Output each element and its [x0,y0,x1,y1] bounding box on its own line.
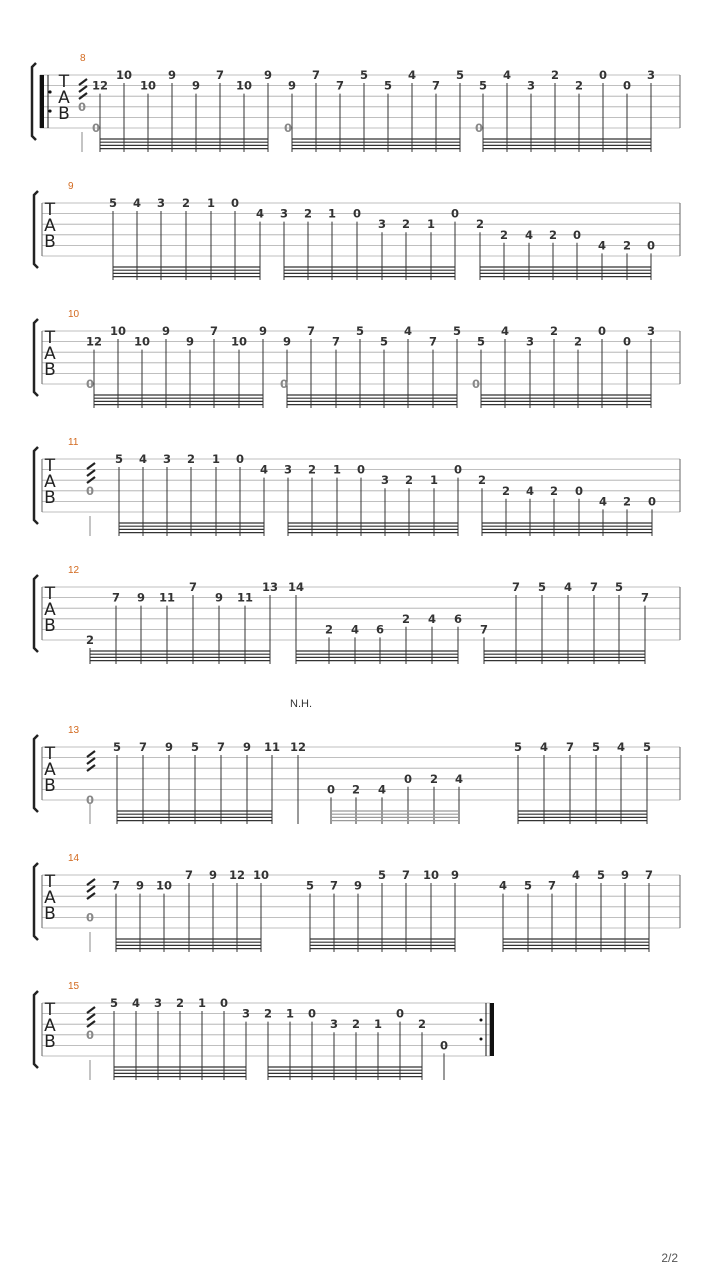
system-bracket [34,991,38,1068]
fret-number: 3 [162,452,172,466]
fret-number: 9 [242,740,252,754]
fret-number: 7 [335,78,345,93]
fret-number: 7 [401,868,411,882]
fret-number: 2 [401,611,411,626]
fret-number: 1 [197,996,207,1010]
fret-number: 4 [525,483,535,498]
bass-open-fret: 0 [471,377,481,391]
fret-number: 5 [523,878,533,893]
fret-number: 7 [644,868,654,882]
tremolo-slash [87,1007,95,1013]
system-bracket [34,735,38,812]
tremolo-slash [87,758,95,764]
measure-number: 10 [68,309,80,320]
fret-number: 0 [219,996,229,1010]
fret-number: 11 [263,740,281,754]
fret-number: 1 [426,217,436,232]
fret-number: 2 [307,462,317,477]
fret-number: 3 [377,217,387,232]
fret-number: 2 [622,238,632,253]
tab-clef-letter: B [44,904,56,924]
fret-number: 7 [111,590,121,605]
fret-number: 4 [539,740,549,754]
fret-number: 1 [211,452,221,466]
tab-system-8 [32,53,680,152]
measure-number: 9 [68,181,74,192]
tab-clef-letter: B [44,488,56,508]
fret-number: 14 [287,580,305,594]
fret-number: 1 [327,206,337,221]
tab-clef-letter: B [44,360,56,380]
tab-clef-letter: T [44,200,56,220]
fret-number: 6 [453,611,463,626]
fret-number: 0 [450,206,460,221]
tab-system-12 [34,565,680,664]
fret-number: 9 [136,590,146,605]
fret-number: 2 [351,782,361,797]
tab-system-9 [34,181,680,280]
fret-number: 9 [263,68,273,82]
fret-number: 9 [208,868,218,882]
fret-number: 5 [513,740,523,754]
fret-number: 7 [511,580,521,594]
fret-number: 0 [352,206,362,221]
fret-number: 5 [614,580,624,594]
fret-number: 2 [501,483,511,498]
fret-number: 10 [133,334,151,349]
fret-number: 7 [188,580,198,594]
measure-number: 12 [68,565,80,576]
measure-number: 8 [80,53,86,64]
tab-systems [32,53,680,1080]
tab-clef-letter: B [44,1032,56,1052]
fret-number: 9 [164,740,174,754]
tremolo-slash [79,86,87,92]
fret-number: 2 [549,483,559,498]
fret-number: 1 [206,196,216,210]
fret-number: 0 [307,1006,317,1021]
fret-number: 7 [331,334,341,349]
system-bracket [34,319,38,396]
fret-number: 9 [258,324,268,338]
fret-number: 13 [261,580,279,594]
fret-number: 0 [395,1006,405,1021]
tab-clef-letter: B [44,776,56,796]
fret-number: 9 [161,324,171,338]
tab-clef-letter: B [58,104,70,124]
fret-number: 11 [158,590,176,605]
fret-number: 4 [571,868,581,882]
measure-number: 14 [68,853,80,864]
fret-number: 2 [186,452,196,466]
fret-number: 10 [230,334,248,349]
open-string-fret: 0 [85,793,95,807]
fret-number: 0 [453,462,463,477]
fret-number: 10 [252,868,270,882]
tab-system-10 [34,309,680,408]
tab-clef-letter: A [58,88,70,108]
fret-number: 0 [647,494,657,509]
fret-number: 10 [422,868,440,882]
fret-number: 5 [305,878,315,893]
fret-number: 5 [642,740,652,754]
tab-clef-letter: A [44,600,56,620]
fret-number: 2 [549,324,559,338]
system-bracket [34,447,38,524]
measure-number: 15 [68,981,80,992]
tremolo-slash [87,1014,95,1020]
tab-clef-letter: A [44,344,56,364]
fret-number: 4 [597,238,607,253]
fret-number: 7 [547,878,557,893]
fret-number: 5 [379,334,389,349]
bass-open-fret: 0 [85,377,95,391]
fret-number: 2 [548,227,558,242]
open-string-fret: 0 [85,910,95,925]
fret-number: 5 [478,78,488,93]
fret-number: 4 [131,996,141,1010]
fret-number: 3 [279,206,289,221]
fret-number: 2 [181,196,191,210]
fret-number: 4 [500,324,510,338]
tab-clef-letter: A [44,760,56,780]
fret-number: 12 [289,740,307,754]
fret-number: 7 [479,622,489,637]
fret-number: 10 [109,324,127,338]
fret-number: 2 [622,494,632,509]
fret-number: 7 [215,68,225,82]
fret-number: 5 [108,196,118,210]
tremolo-slash [87,470,95,476]
fret-number: 4 [403,324,413,338]
repeat-dot [480,1038,483,1041]
tab-clef-letter: T [58,72,70,92]
fret-number: 7 [184,868,194,882]
fret-number: 0 [326,782,336,797]
fret-number: 1 [332,462,342,477]
system-bracket [34,863,38,940]
system-bracket [34,575,38,652]
fret-number: 0 [235,452,245,466]
fret-number: 5 [476,334,486,349]
bass-open-fret: 0 [283,121,293,135]
fret-number: 3 [156,196,166,210]
tab-clef-letter: A [44,888,56,908]
fret-number: 3 [646,324,656,338]
fret-number: 3 [241,1006,251,1021]
repeat-dot [48,109,51,112]
fret-number: 2 [404,473,414,488]
fret-number: 5 [109,996,119,1010]
fret-number: 2 [477,473,487,488]
open-string-fret: 0 [85,483,95,498]
fret-number: 1 [285,1006,295,1021]
tab-clef-letter: T [44,328,56,348]
tab-system-15 [34,981,494,1080]
fret-number: 2 [550,68,560,82]
fret-number: 2 [85,633,95,647]
open-string-fret: 0 [77,99,87,114]
fret-number: 1 [429,473,439,488]
fret-number: 7 [209,324,219,338]
tab-clef-letter: T [44,584,56,604]
fret-number: 9 [450,868,460,882]
fret-number: 2 [573,334,583,349]
measure-number: 13 [68,725,80,736]
fret-number: 4 [502,68,512,82]
fret-number: 2 [429,771,439,786]
repeat-start-thick-bar [40,75,44,128]
fret-number: 3 [525,334,535,349]
fret-number: 4 [350,622,360,637]
tremolo-slash [87,463,95,469]
fret-number: 10 [139,78,157,93]
fret-number: 3 [153,996,163,1010]
tab-system-14 [34,853,680,952]
system-bracket [34,191,38,268]
fret-number: 4 [427,611,437,626]
fret-number: 9 [185,334,195,349]
fret-number: 12 [85,334,103,349]
fret-number: 2 [499,227,509,242]
fret-number: 5 [452,324,462,338]
fret-number: 5 [537,580,547,594]
fret-number: 2 [263,1006,273,1021]
fret-number: 11 [236,590,254,605]
fret-number: 5 [359,68,369,82]
fret-number: 7 [431,78,441,93]
bass-open-fret: 0 [474,121,484,135]
fret-number: 4 [563,580,573,594]
fret-number: 4 [498,878,508,893]
tab-clef-letter: T [44,744,56,764]
fret-number: 2 [401,217,411,232]
fret-number: 12 [91,78,109,93]
tab-clef-letter: A [44,472,56,492]
fret-number: 2 [351,1017,361,1032]
fret-number: 6 [375,622,385,637]
fret-number: 3 [380,473,390,488]
fret-number: 5 [455,68,465,82]
fret-number: 5 [591,740,601,754]
natural-harmonic-label: N.H. [290,698,312,710]
fret-number: 5 [114,452,124,466]
fret-number: 4 [407,68,417,82]
fret-number: 9 [214,590,224,605]
measure-number: 11 [68,437,79,448]
fret-number: 10 [155,878,173,893]
fret-number: 0 [403,771,413,786]
fret-number: 0 [598,68,608,82]
fret-number: 0 [597,324,607,338]
fret-number: 5 [355,324,365,338]
fret-number: 3 [646,68,656,82]
page-number: 2/2 [661,1251,678,1265]
fret-number: 12 [228,868,246,882]
fret-number: 7 [640,590,650,605]
fret-number: 3 [283,462,293,477]
tremolo-slash [87,879,95,885]
fret-number: 5 [596,868,606,882]
fret-number: 7 [565,740,575,754]
fret-number: 7 [216,740,226,754]
fret-number: 0 [646,238,656,253]
fret-number: 0 [356,462,366,477]
fret-number: 2 [324,622,334,637]
tab-clef-letter: T [44,872,56,892]
fret-number: 9 [191,78,201,93]
tab-clef-letter: B [44,616,56,636]
tab-system-13 [34,698,680,824]
repeat-dot [48,90,51,93]
fret-number: 10 [115,68,133,82]
fret-number: 5 [383,78,393,93]
repeat-dot [480,1018,483,1021]
fret-number: 4 [259,462,269,477]
fret-number: 0 [230,196,240,210]
fret-number: 9 [282,334,292,349]
tremolo-slash [87,751,95,757]
fret-number: 3 [329,1017,339,1032]
fret-number: 4 [138,452,148,466]
tab-clef-letter: A [44,216,56,236]
fret-number: 7 [589,580,599,594]
tremolo-slash [87,886,95,892]
fret-number: 10 [235,78,253,93]
fret-number: 5 [377,868,387,882]
fret-number: 4 [255,206,265,221]
fret-number: 7 [138,740,148,754]
fret-number: 3 [526,78,536,93]
fret-number: 2 [574,78,584,93]
fret-number: 7 [111,878,121,893]
fret-number: 4 [598,494,608,509]
tab-clef-letter: T [44,456,56,476]
fret-number: 0 [622,334,632,349]
fret-number: 7 [329,878,339,893]
fret-number: 9 [353,878,363,893]
fret-number: 9 [620,868,630,882]
fret-number: 7 [306,324,316,338]
fret-number: 4 [377,782,387,797]
fret-number: 5 [112,740,122,754]
repeat-end-thick-bar [490,1003,494,1056]
fret-number: 0 [439,1038,449,1053]
fret-number: 0 [574,483,584,498]
fret-number: 4 [454,771,464,786]
tremolo-slash [79,79,87,85]
tab-clef-letter: T [44,1000,56,1020]
bass-open-fret: 0 [279,377,289,391]
system-bracket [32,63,36,140]
fret-number: 7 [428,334,438,349]
fret-number: 4 [616,740,626,754]
fret-number: 9 [287,78,297,93]
fret-number: 2 [417,1017,427,1032]
fret-number: 4 [132,196,142,210]
fret-number: 2 [175,996,185,1010]
fret-number: 7 [311,68,321,82]
fret-number: 9 [135,878,145,893]
tab-system-11 [34,437,680,536]
fret-number: 4 [524,227,534,242]
fret-number: 2 [475,217,485,232]
tab-clef-letter: B [44,232,56,252]
open-string-fret: 0 [85,1027,95,1042]
fret-number: 5 [190,740,200,754]
bass-open-fret: 0 [91,121,101,135]
fret-number: 0 [572,227,582,242]
fret-number: 9 [167,68,177,82]
fret-number: 1 [373,1017,383,1032]
tab-clef-letter: A [44,1016,56,1036]
fret-number: 0 [622,78,632,93]
fret-number: 2 [303,206,313,221]
